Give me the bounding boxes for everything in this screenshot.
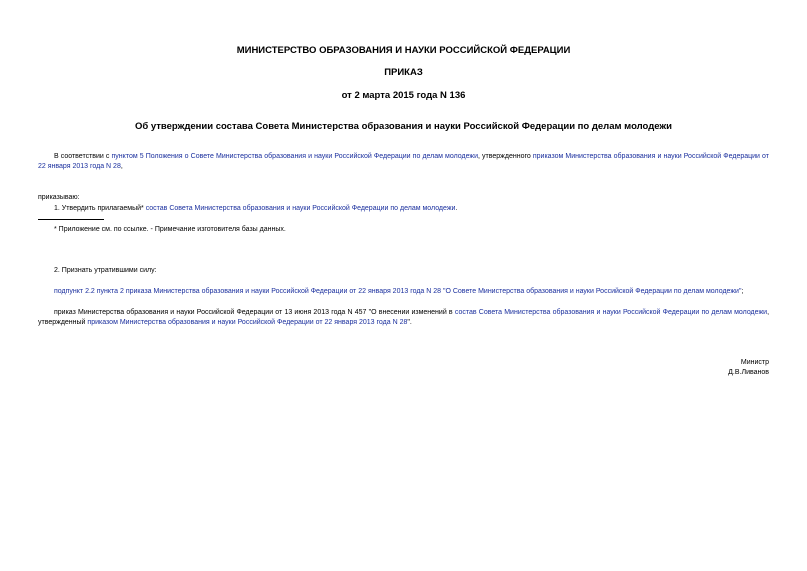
item-2-sub-2-link-composition[interactable]: состав Совета Министерства образования и науки Российской Федерации по делам молодежи: [454, 309, 768, 316]
item-2-sub-2-text-2: , утвержденный: [38, 309, 770, 326]
orders-word: приказываю:: [38, 194, 80, 201]
preamble-text-2: , утвержденного: [478, 153, 533, 160]
preamble-paragraph: [38, 152, 769, 172]
item-2-sub-2-link-order-28[interactable]: приказом Министерства образования и науки Российской Федерации от 22 января 2013 года N 28: [87, 319, 408, 326]
footnote-separator: [38, 219, 104, 220]
preamble-text-3: ,: [120, 163, 123, 170]
item-1-link-composition[interactable]: состав Совета Министерства образования и науки Российской Федерации по делам молодежи: [145, 205, 456, 212]
item-1-paragraph: [38, 204, 769, 214]
item-2-sub-1-link[interactable]: подпункт 2.2 пункта 2 приказа Министерства образования и науки Российской Федерации от 22 января 2013 года N 28 "О Совете Министерства образования и науки Российской Федерации по делам молодежи": [54, 288, 742, 295]
item-2-sub-1: [38, 287, 769, 297]
item-2-sub-1-end: ;: [741, 288, 744, 295]
preamble-link-regulation[interactable]: пунктом 5 Положения о Совете Министерства образования и науки Российской Федерации по делам молодежи: [111, 153, 479, 160]
ministry-heading: МИНИСТЕРСТВО ОБРАЗОВАНИЯ И НАУКИ РОССИЙСКОЙ ФЕДЕРАЦИИ: [236, 45, 571, 56]
item-2-sub-2-text-1: приказ Министерства образования и науки Российской Федерации от 13 июня 2013 года N 457 "О внесении изменений в: [54, 309, 455, 316]
item-2-heading: 2. Признать утратившими силу:: [54, 267, 157, 274]
item-1-text-1: 1. Утвердить прилагаемый*: [54, 205, 146, 212]
signature-name: Д.В.Ливанов: [728, 369, 769, 376]
doc-type-heading: ПРИКАЗ: [384, 67, 423, 78]
date-number-heading: от 2 марта 2015 года N 136: [341, 90, 466, 101]
footnote: * Приложение см. по ссылке. - Примечание изготовителя базы данных.: [54, 226, 286, 233]
preamble-link-order-28[interactable]: приказом Министерства образования и науки Российской Федерации от 22 января 2013 года N 28: [38, 153, 769, 170]
item-2-sub-2-text-3: ".: [407, 319, 412, 326]
document-title: Об утверждении состава Совета Министерства образования и науки Российской Федерации по делам молодежи: [134, 121, 672, 132]
preamble-text-1: В соответствии с: [54, 153, 112, 160]
item-1-text-2: .: [455, 205, 458, 212]
item-2-sub-2: [38, 308, 769, 328]
signature-position: Министр: [740, 359, 769, 366]
